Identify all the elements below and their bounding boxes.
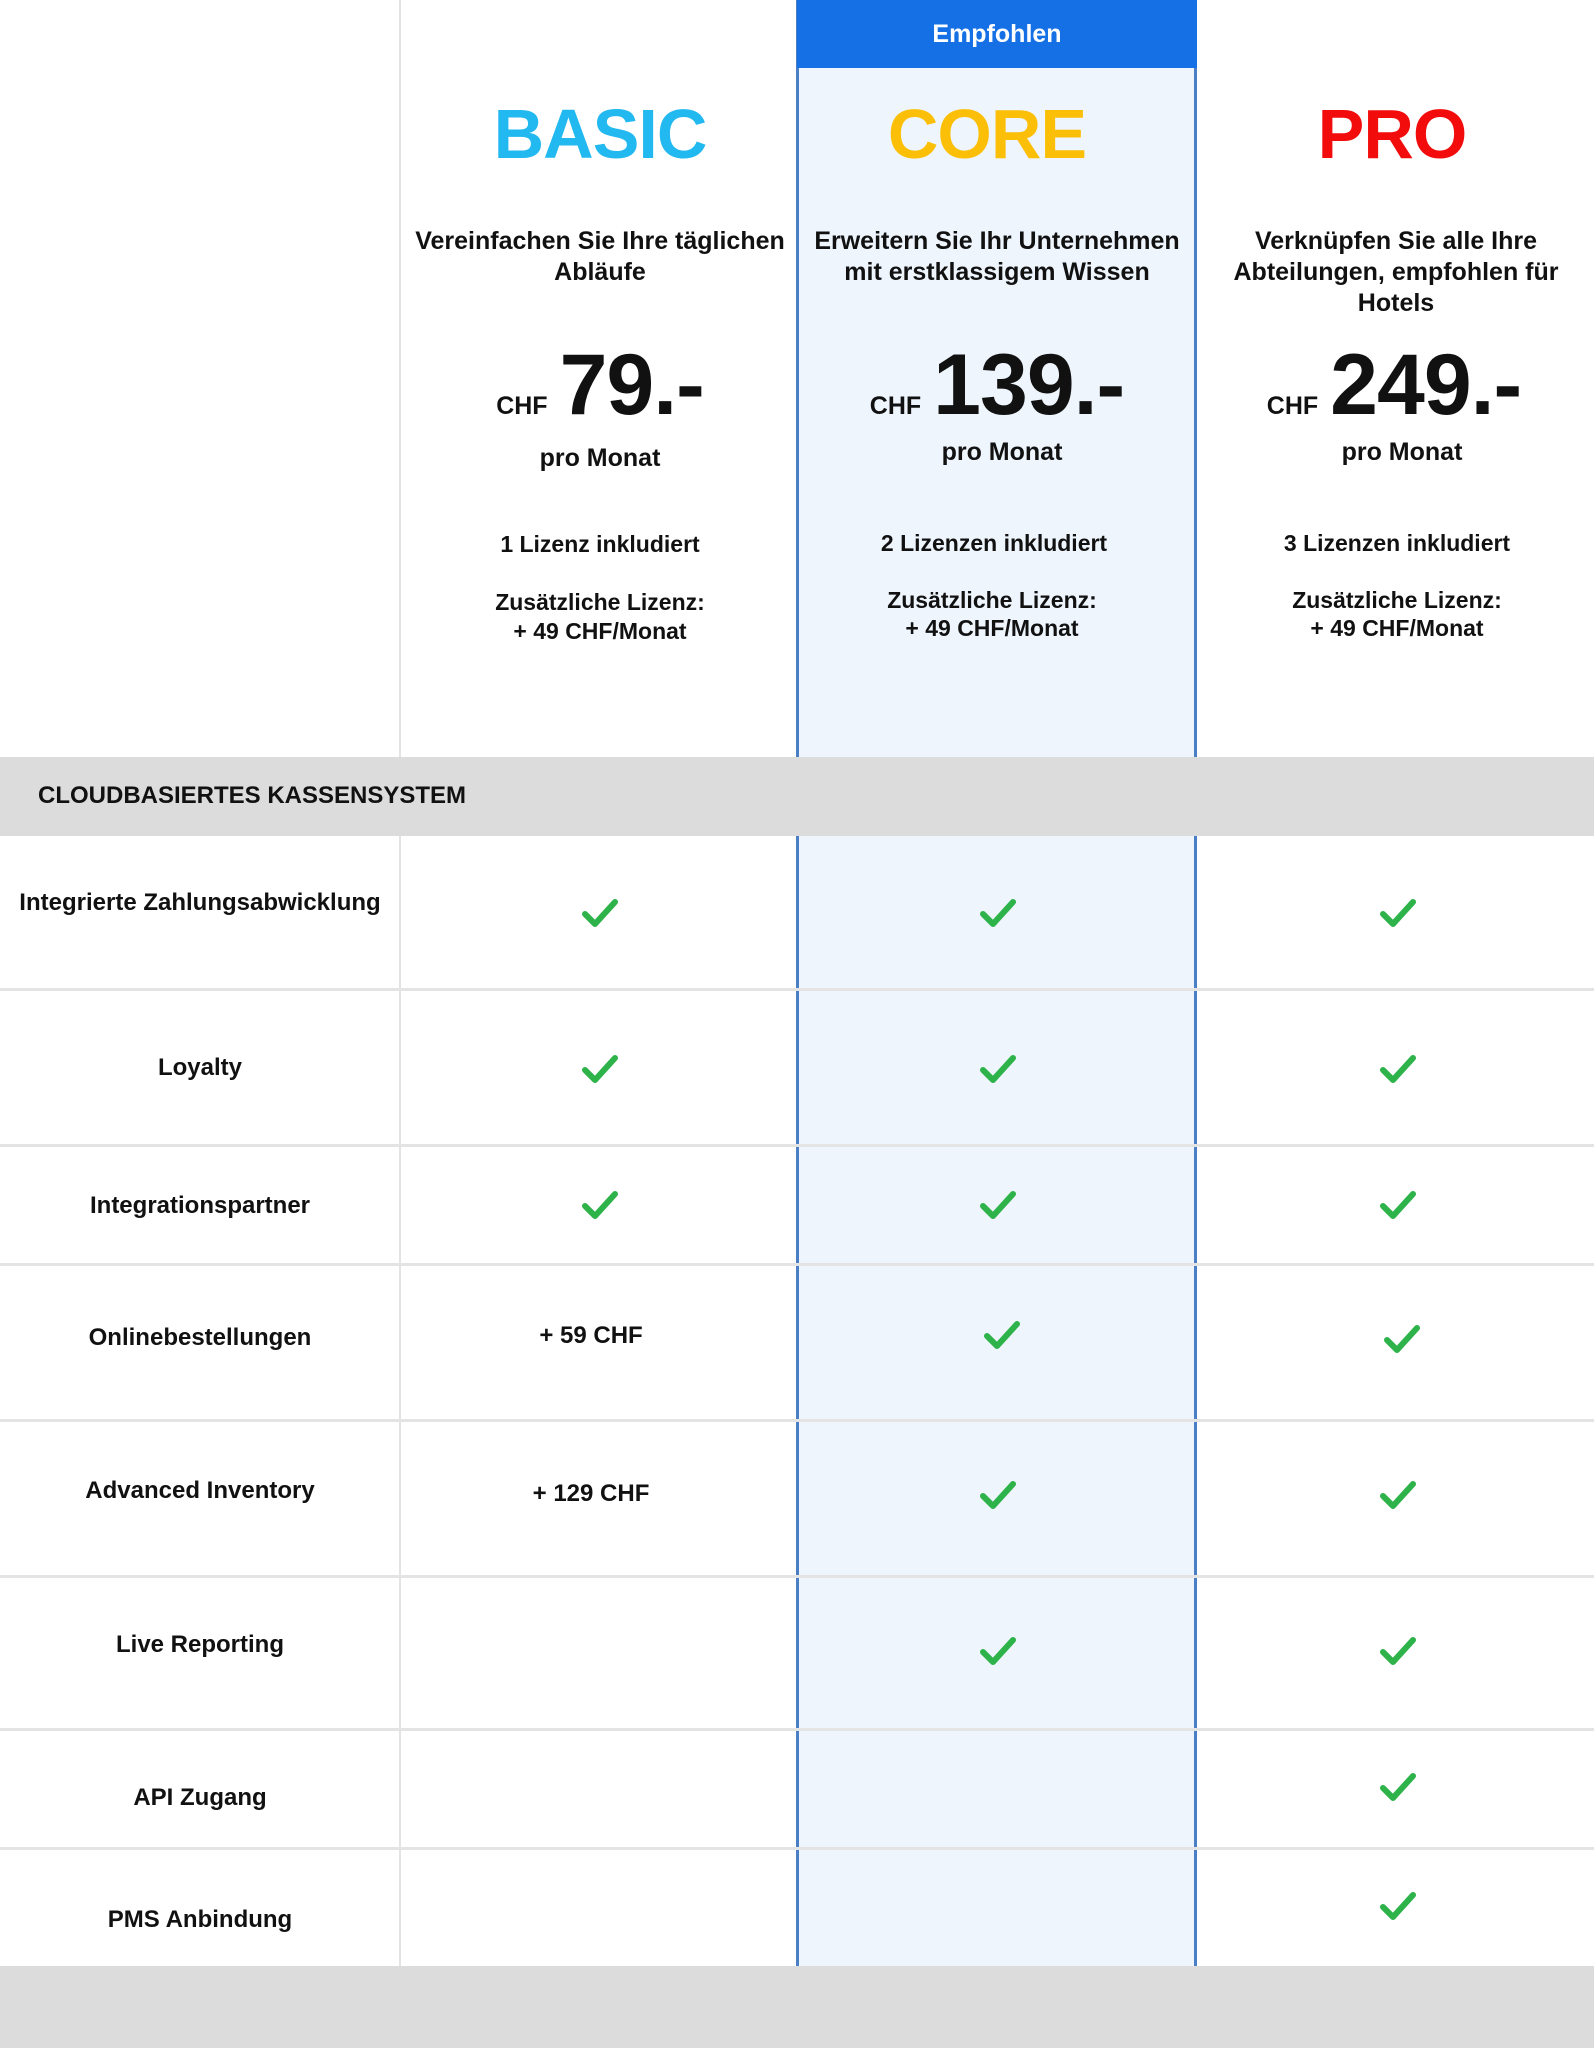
plan-price-core [797,337,1197,451]
extra-license-price-core: + 49 CHF/Monat [905,615,1079,641]
plan-description-core: Erweitern Sie Ihr Unternehmen mit erstklassigem Wissen [814,227,1180,286]
check-icon [1380,898,1416,928]
addon-price-advanced-inventory: + 129 CHF [532,1480,650,1507]
feature-label-pms-anbindung: PMS Anbindung [107,1906,293,1933]
core-column-border-left [796,836,799,1966]
feature-label-api-zugang: API Zugang [133,1784,267,1811]
extra-license-label-pro: Zusätzliche Lizenz: [1292,587,1502,613]
recommended-badge: Empfohlen [797,0,1197,68]
check-icon [582,898,618,928]
check-icon [980,1054,1016,1084]
plan-pro [1197,0,1594,757]
plan-licenses-core: 2 Lizenzen inkludiert [880,530,1108,556]
extra-license-label-core: Zusätzliche Lizenz: [887,587,1097,613]
check-icon [1380,1054,1416,1084]
plan-licenses-pro: 3 Lizenzen inkludiert [1283,530,1511,556]
feature-label-onlinebestellungen: Onlinebestellungen [88,1324,312,1351]
check-icon [1380,1891,1416,1921]
price-amount: 249.- [1330,337,1522,433]
plan-name-core: CORE [887,95,1087,173]
check-icon [1384,1324,1420,1354]
check-icon [984,1320,1020,1350]
feature-label-advanced-inventory: Advanced Inventory [85,1477,315,1504]
price-amount: 79.- [559,337,704,433]
extra-license-price-basic: + 49 CHF/Monat [513,618,687,644]
plan-basic [400,0,800,757]
plan-price-basic [400,337,800,451]
check-icon [1380,1480,1416,1510]
row-divider [0,1419,1594,1422]
next-section-bar [0,1966,1594,2048]
check-icon [582,1054,618,1084]
check-icon [980,1636,1016,1666]
extra-license-price-pro: + 49 CHF/Monat [1310,615,1484,641]
section-title: CLOUDBASIERTES KASSENSYSTEM [38,782,467,809]
feature-label-loyalty: Loyalty [157,1054,243,1081]
row-divider [0,1728,1594,1731]
check-icon [980,1190,1016,1220]
plan-description-pro: Verknüpfen Sie alle Ihre Abteilungen, empfohlen für Hotels [1233,227,1559,317]
check-icon [1380,1772,1416,1802]
check-icon [980,898,1016,928]
plan-period-core: pro Monat [941,438,1063,466]
plan-price-pro [1194,337,1594,451]
feature-label-integrationspartner: Integrationspartner [89,1192,311,1219]
row-divider [0,1263,1594,1266]
row-divider [0,1144,1594,1147]
plan-core [797,0,1197,757]
currency-label: CHF [869,392,922,420]
currency-label: CHF [1266,392,1319,420]
check-icon [582,1190,618,1220]
plan-licenses-basic: 1 Lizenz inkludiert [500,531,700,557]
plan-name-basic: BASIC [493,95,707,173]
row-divider [0,1847,1594,1850]
addon-price-onlinebestellungen: + 59 CHF [539,1322,643,1349]
feature-label-zahlungsabwicklung: Integrierte Zahlungsabwicklung [19,889,381,916]
plan-period-basic: pro Monat [539,444,661,472]
check-icon [1380,1636,1416,1666]
currency-label: CHF [496,392,548,420]
row-divider [0,1575,1594,1578]
check-icon [980,1480,1016,1510]
plan-description-basic: Vereinfachen Sie Ihre täglichen Abläufe [415,227,785,286]
plan-period-pro: pro Monat [1341,438,1463,466]
row-divider [0,988,1594,991]
feature-label-live-reporting: Live Reporting [115,1631,284,1658]
check-icon [1380,1190,1416,1220]
core-column-border-right [1194,836,1197,1966]
plan-name-pro: PRO [1317,95,1467,173]
extra-license-label-basic: Zusätzliche Lizenz: [495,589,705,615]
price-amount: 139.- [933,337,1125,433]
core-column-highlight [797,836,1197,1966]
